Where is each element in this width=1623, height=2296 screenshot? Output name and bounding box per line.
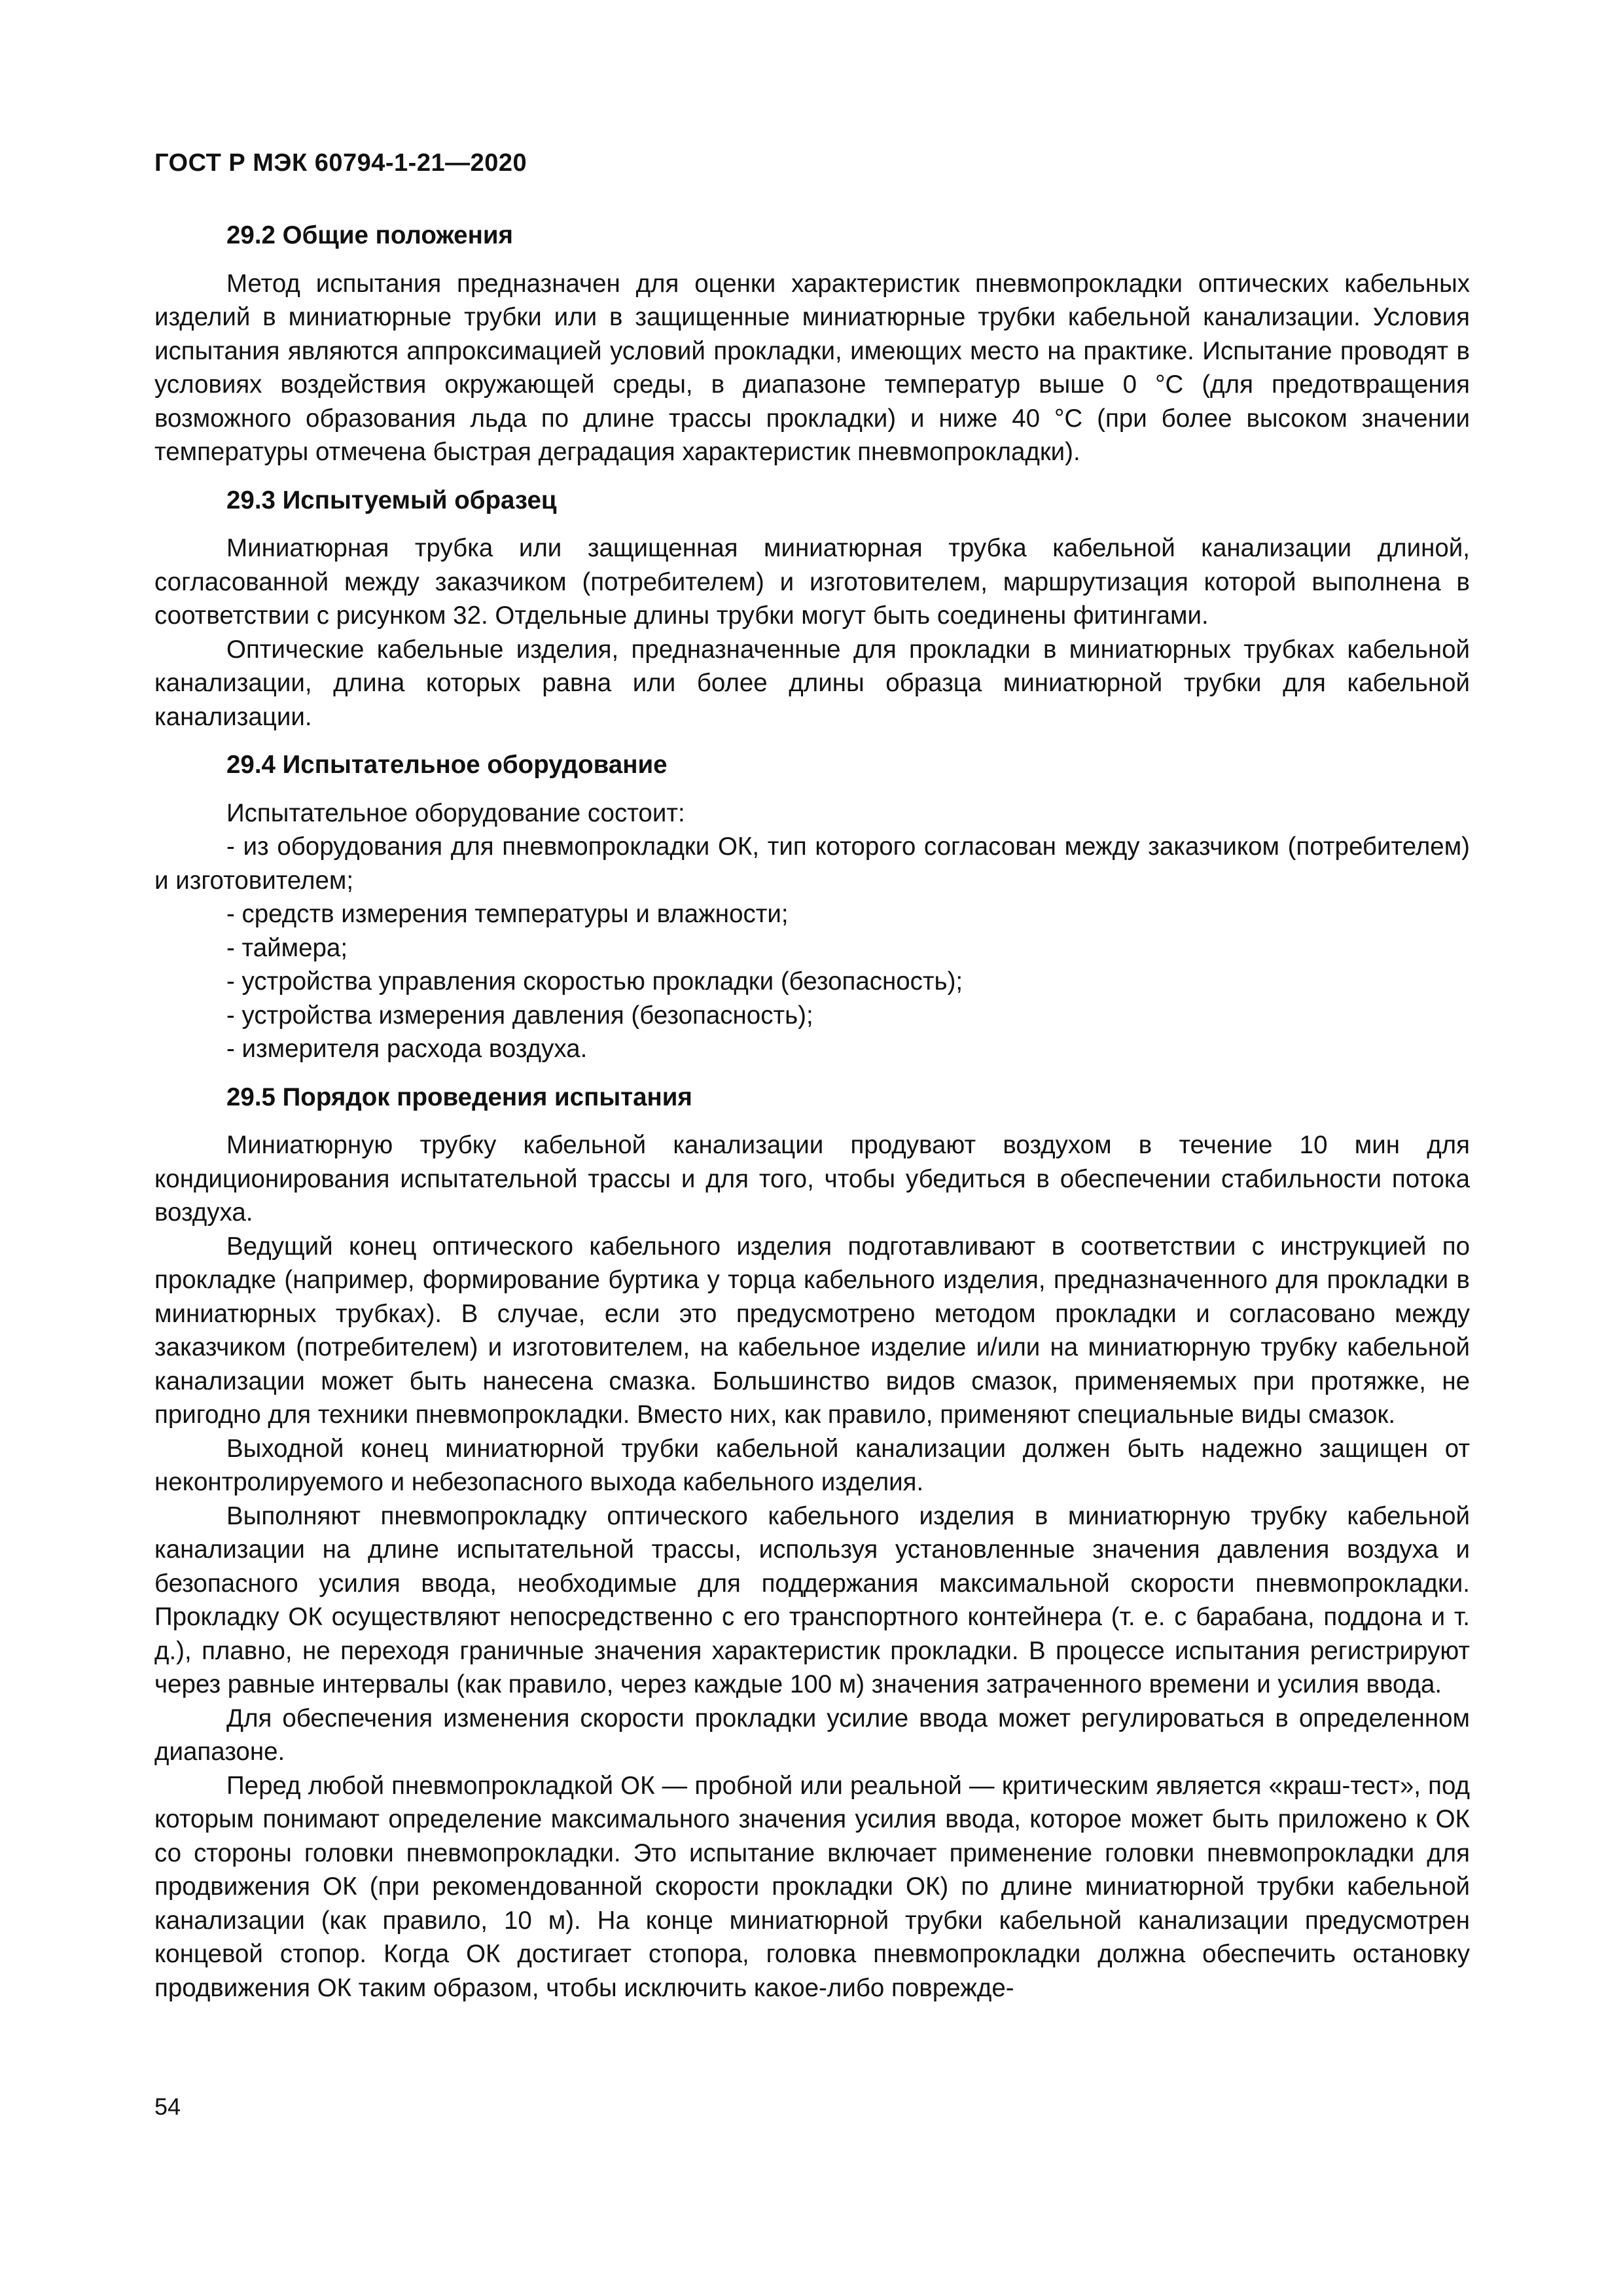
section-29-2: [154, 219, 1470, 469]
list-item: - устройства управления скоростью прокладки (безопасность);: [226, 967, 963, 996]
section-29-4: [154, 748, 1470, 1066]
paragraph: Выполняют пневмопрокладку оптического кабельного изделия в миниатюрную трубку кабельной канализации на длине испытательной трассы, используя установленные значения давления воздуха и безопасного усилия ввода, необходимые для поддержания максимальной скорости пневмопрокладки. Прокладку ОК осуществляют непосредственно с его транспортного контейнера (т. е. с барабана, поддона и т. д.), плавно, не переходя граничные значения характеристик прокладки. В процессе испытания регистрируют через равные интервалы (как правило, через каждые 100 м) значения затраченного времени и усилия ввода.: [154, 1501, 1470, 1698]
section-29-3: [154, 484, 1470, 734]
paragraph: Испытательное оборудование состоит:: [226, 798, 685, 827]
document-body: [154, 219, 1470, 2019]
section-title: 29.3 Испытуемый образец: [226, 486, 557, 514]
paragraph: Ведущий конец оптического кабельного изделия подготавливают в соответствии с инструкцией по прокладке (например, формирование буртика у торца кабельного изделия, предназначенного для прокладки в миниатюрных трубках). В случае, если это предусмотрено методом прокладки и согласовано между заказчиком (потребителем) и изготовителем, на кабельное изделие и/или на миниатюрную трубку кабельной канализации может быть нанесена смазка. Большинство видов смазок, применяемых при протяжке, не пригодно для техники пневмопрокладки. Вместо них, как правило, применяют специальные виды смазок.: [154, 1232, 1470, 1429]
list-item: - измерителя расхода воздуха.: [226, 1035, 588, 1063]
list-item: - устройства измерения давления (безопасность);: [226, 1001, 813, 1030]
section-29-5: [154, 1081, 1470, 2005]
paragraph: Оптические кабельные изделия, предназначенные для прокладки в миниатюрных трубках кабельной канализации, длина которых равна или более длины образца миниатюрной трубки для кабельной канализации.: [154, 635, 1470, 731]
page-number: 54: [154, 2093, 181, 2120]
paragraph: Выходной конец миниатюрной трубки кабельной канализации должен быть надежно защищен от неконтролируемого и небезопасного выхода кабельного изделия.: [154, 1434, 1470, 1496]
list-item: - средств измерения температуры и влажности;: [226, 900, 789, 928]
paragraph: Метод испытания предназначен для оценки характеристик пневмопрокладки оптических кабельных изделий в миниатюрные трубки или в защищенные миниатюрные трубки кабельной канализации. Условия испытания являются аппроксимацией условий прокладки, имеющих место на практике. Испытание проводят в условиях воздействия окружающей среды, в диапазоне температур выше 0 °С (для предотвращения возможного образования льда по длине трассы прокладки) и ниже 40 °С (при более высоком значении температуры отмечена быстрая деградация характеристик пневмопрокладки).: [154, 269, 1470, 466]
list-item: - из оборудования для пневмопрокладки ОК, тип которого согласован между заказчиком (потребителем) и изготовителем;: [154, 833, 1470, 895]
section-title: 29.4 Испытательное оборудование: [226, 751, 668, 779]
document-header: ГОСТ Р МЭК 60794-1-21—2020: [154, 149, 527, 177]
paragraph: Перед любой пневмопрокладкой ОК — пробной или реальной — критическим является «краш-тест», под которым понимают определение максимального значения усилия ввода, которое может быть приложено к ОК со стороны головки пневмопрокладки. Это испытание включает применение головки пневмопрокладки для продвижения ОК (при рекомендованной скорости прокладки ОК) по длине миниатюрной трубки кабельной канализации (как правило, 10 м). На конце миниатюрной трубки кабельной канализации предусмотрен концевой стопор. Когда ОК достигает стопора, головка пневмопрокладки должна обеспечить остановку продвижения ОК таким образом, чтобы исключить какое-либо поврежде-: [154, 1771, 1470, 2002]
paragraph: Миниатюрная трубка или защищенная миниатюрная трубка кабельной канализации длиной, согласованной между заказчиком (потребителем) и изготовителем, маршрутизация которой выполнена в соответствии с рисунком 32. Отдельные длины трубки могут быть соединены фитингами.: [154, 534, 1470, 630]
paragraph: Для обеспечения изменения скорости прокладки усилие ввода может регулироваться в определенном диапазоне.: [154, 1704, 1470, 1766]
section-title: 29.5 Порядок проведения испытания: [226, 1083, 692, 1111]
section-title: 29.2 Общие положения: [226, 221, 513, 249]
equipment-list: [154, 830, 1470, 1066]
list-item: - таймера;: [226, 933, 348, 962]
paragraph: Миниатюрную трубку кабельной канализации продувают воздухом в течение 10 мин для кондиционирования испытательной трассы и для того, чтобы убедиться в обеспечении стабильности потока воздуха.: [154, 1131, 1470, 1227]
